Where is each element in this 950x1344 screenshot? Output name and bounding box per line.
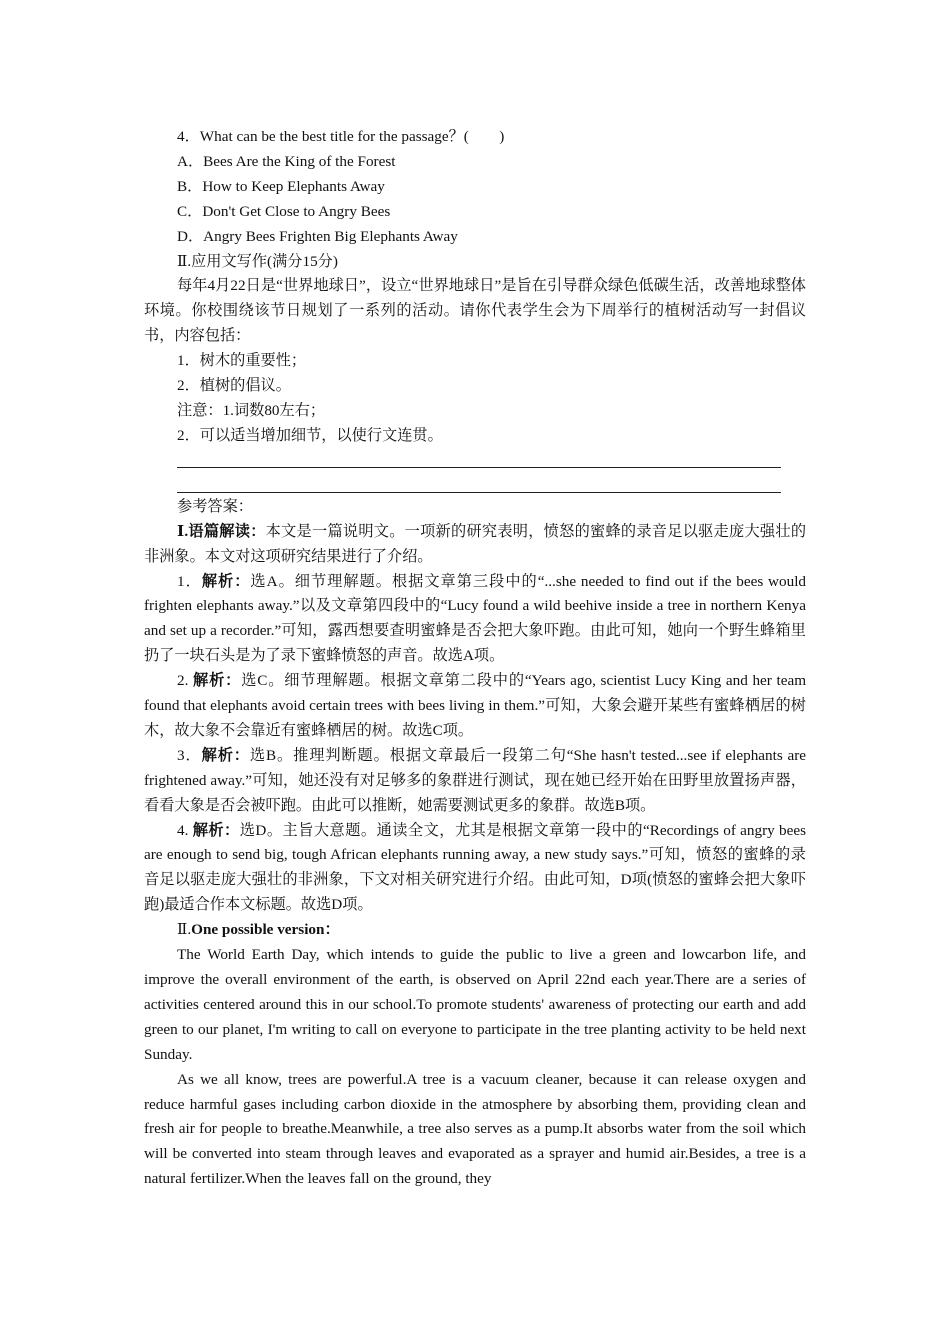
document-page — [144, 125, 806, 1192]
writing-note-2: 2．可以适当增加细节，以使行文连贯。 — [177, 426, 443, 444]
question-4-stem: 4．What can be the best title for the passage？( ) — [177, 128, 505, 145]
item-number: 2. — [177, 672, 194, 690]
version-heading — [144, 918, 806, 943]
answer-item-3 — [144, 744, 806, 819]
answer-item-4 — [144, 819, 806, 919]
version-prefix: Ⅱ. — [177, 921, 192, 939]
version-label: One possible version： — [191, 921, 340, 939]
version-paragraph-1: The World Earth Day, which intends to guide the public to live a green and lowcarbon life, and improve the overall environment of the earth, is observed on April 22nd each year.There are a series of activities centered around this in our school.To promote students' awareness of protecting our earth and add green to our planet, I'm writing to call on everyone to participate in the tree planting activity to be held next Sunday. — [144, 946, 806, 1063]
writing-point-2: 2．植树的倡议。 — [177, 377, 291, 395]
item-label: 解析： — [193, 672, 242, 690]
option-c: C．Don't Get Close to Angry Bees — [177, 202, 391, 220]
answer-line[interactable] — [177, 449, 781, 468]
writing-point-1: 1．树木的重要性； — [177, 352, 307, 370]
writing-heading: Ⅱ.应用文写作(满分15分) — [177, 252, 338, 270]
option-b: B．How to Keep Elephants Away — [177, 177, 385, 195]
item-text: 选A。细节理解题。根据文章第三段中的“...she needed to find out if the bees would frighten elephants away.”以及文章第四段中的“Lucy found a wild beehive inside a tree in northern Kenya and set up a recorder.”可知，露西想要查明蜜蜂是否会把大象吓跑。由此可知，她向一个野生蜂箱里扔了一块石头是为了录下蜜蜂愤怒的声音。故选A项。 — [144, 572, 807, 665]
answer-item-1 — [144, 570, 806, 670]
item-label: 解析： — [192, 821, 240, 839]
item-text: 选C。细节理解题。根据文章第二段中的“Years ago, scientist Lucy King and her team found that elephants avoid certain trees with bees living in them.”可知，大象会避开某些有蜜蜂栖居的树木，故大象不会靠近有蜜蜂栖居的树。故选C项。 — [144, 672, 807, 739]
intro-text: 本文是一篇说明文。一项新的研究表明，愤怒的蜜蜂的录音足以驱走庞大强壮的非洲象。本文对这项研究结果进行了介绍。 — [144, 522, 807, 565]
item-text: 选B。推理判断题。根据文章最后一段第二句“She hasn't tested...see if elephants are frightened away.”可知，她还没有对足够多的象群进行测试，现在她已经开始在田野里放置扬声器，看看大象是否会被吓跑。由此可以推断，她需要测试更多的象群。故选B项。 — [144, 746, 807, 814]
answers-heading: 参考答案： — [177, 497, 253, 515]
option-d: D．Angry Bees Frighten Big Elephants Away — [177, 227, 458, 245]
version-paragraph-2: As we all know, trees are powerful.A tree is a vacuum cleaner, because it can release oxygen and reduce harmful gases including carbon dioxide in the atmosphere by absorbing them, providing clean and fresh air for people to breathe.Meanwhile, a tree also serves as a pump.It absorbs water from the soil which will be converted into steam through leaves and evaporated as a sprayer and humid air.Besides, a tree is a natural fertilizer.When the leaves fall on the ground, they — [144, 1070, 806, 1188]
intro-label: Ⅰ.语篇解读： — [177, 522, 266, 540]
item-number: 4. — [177, 821, 193, 839]
answer-line[interactable] — [177, 468, 781, 493]
writing-prompt: 每年4月22日是“世界地球日”，设立“世界地球日”是旨在引导群众绿色低碳生活，改善地球整体环境。你校围绕该节日规划了一系列的活动。请你代表学生会为下周举行的植树活动写一封倡议书，内容包括： — [144, 277, 806, 345]
item-text: 选D。主旨大意题。通读全文，尤其是根据文章第一段中的“Recordings of angry bees are enough to send big, tough African elephants running away, a new study says.”可知，愤怒的蜜蜂的录音足以驱走庞大强壮的非洲象，下文对相关研究进行介绍。由此可知，D项(愤怒的蜜蜂会把大象吓跑)最适合作本文标题。故选D项。 — [144, 821, 807, 914]
item-label: 解析： — [201, 746, 250, 764]
item-number: 3． — [177, 746, 202, 764]
answer-item-2 — [144, 669, 806, 744]
option-a: A．Bees Are the King of the Forest — [177, 152, 396, 170]
writing-note-1: 注意：1.词数80左右； — [177, 401, 326, 419]
item-label: 解析： — [201, 572, 251, 590]
item-number: 1． — [177, 572, 202, 590]
passage-intro — [144, 520, 806, 570]
